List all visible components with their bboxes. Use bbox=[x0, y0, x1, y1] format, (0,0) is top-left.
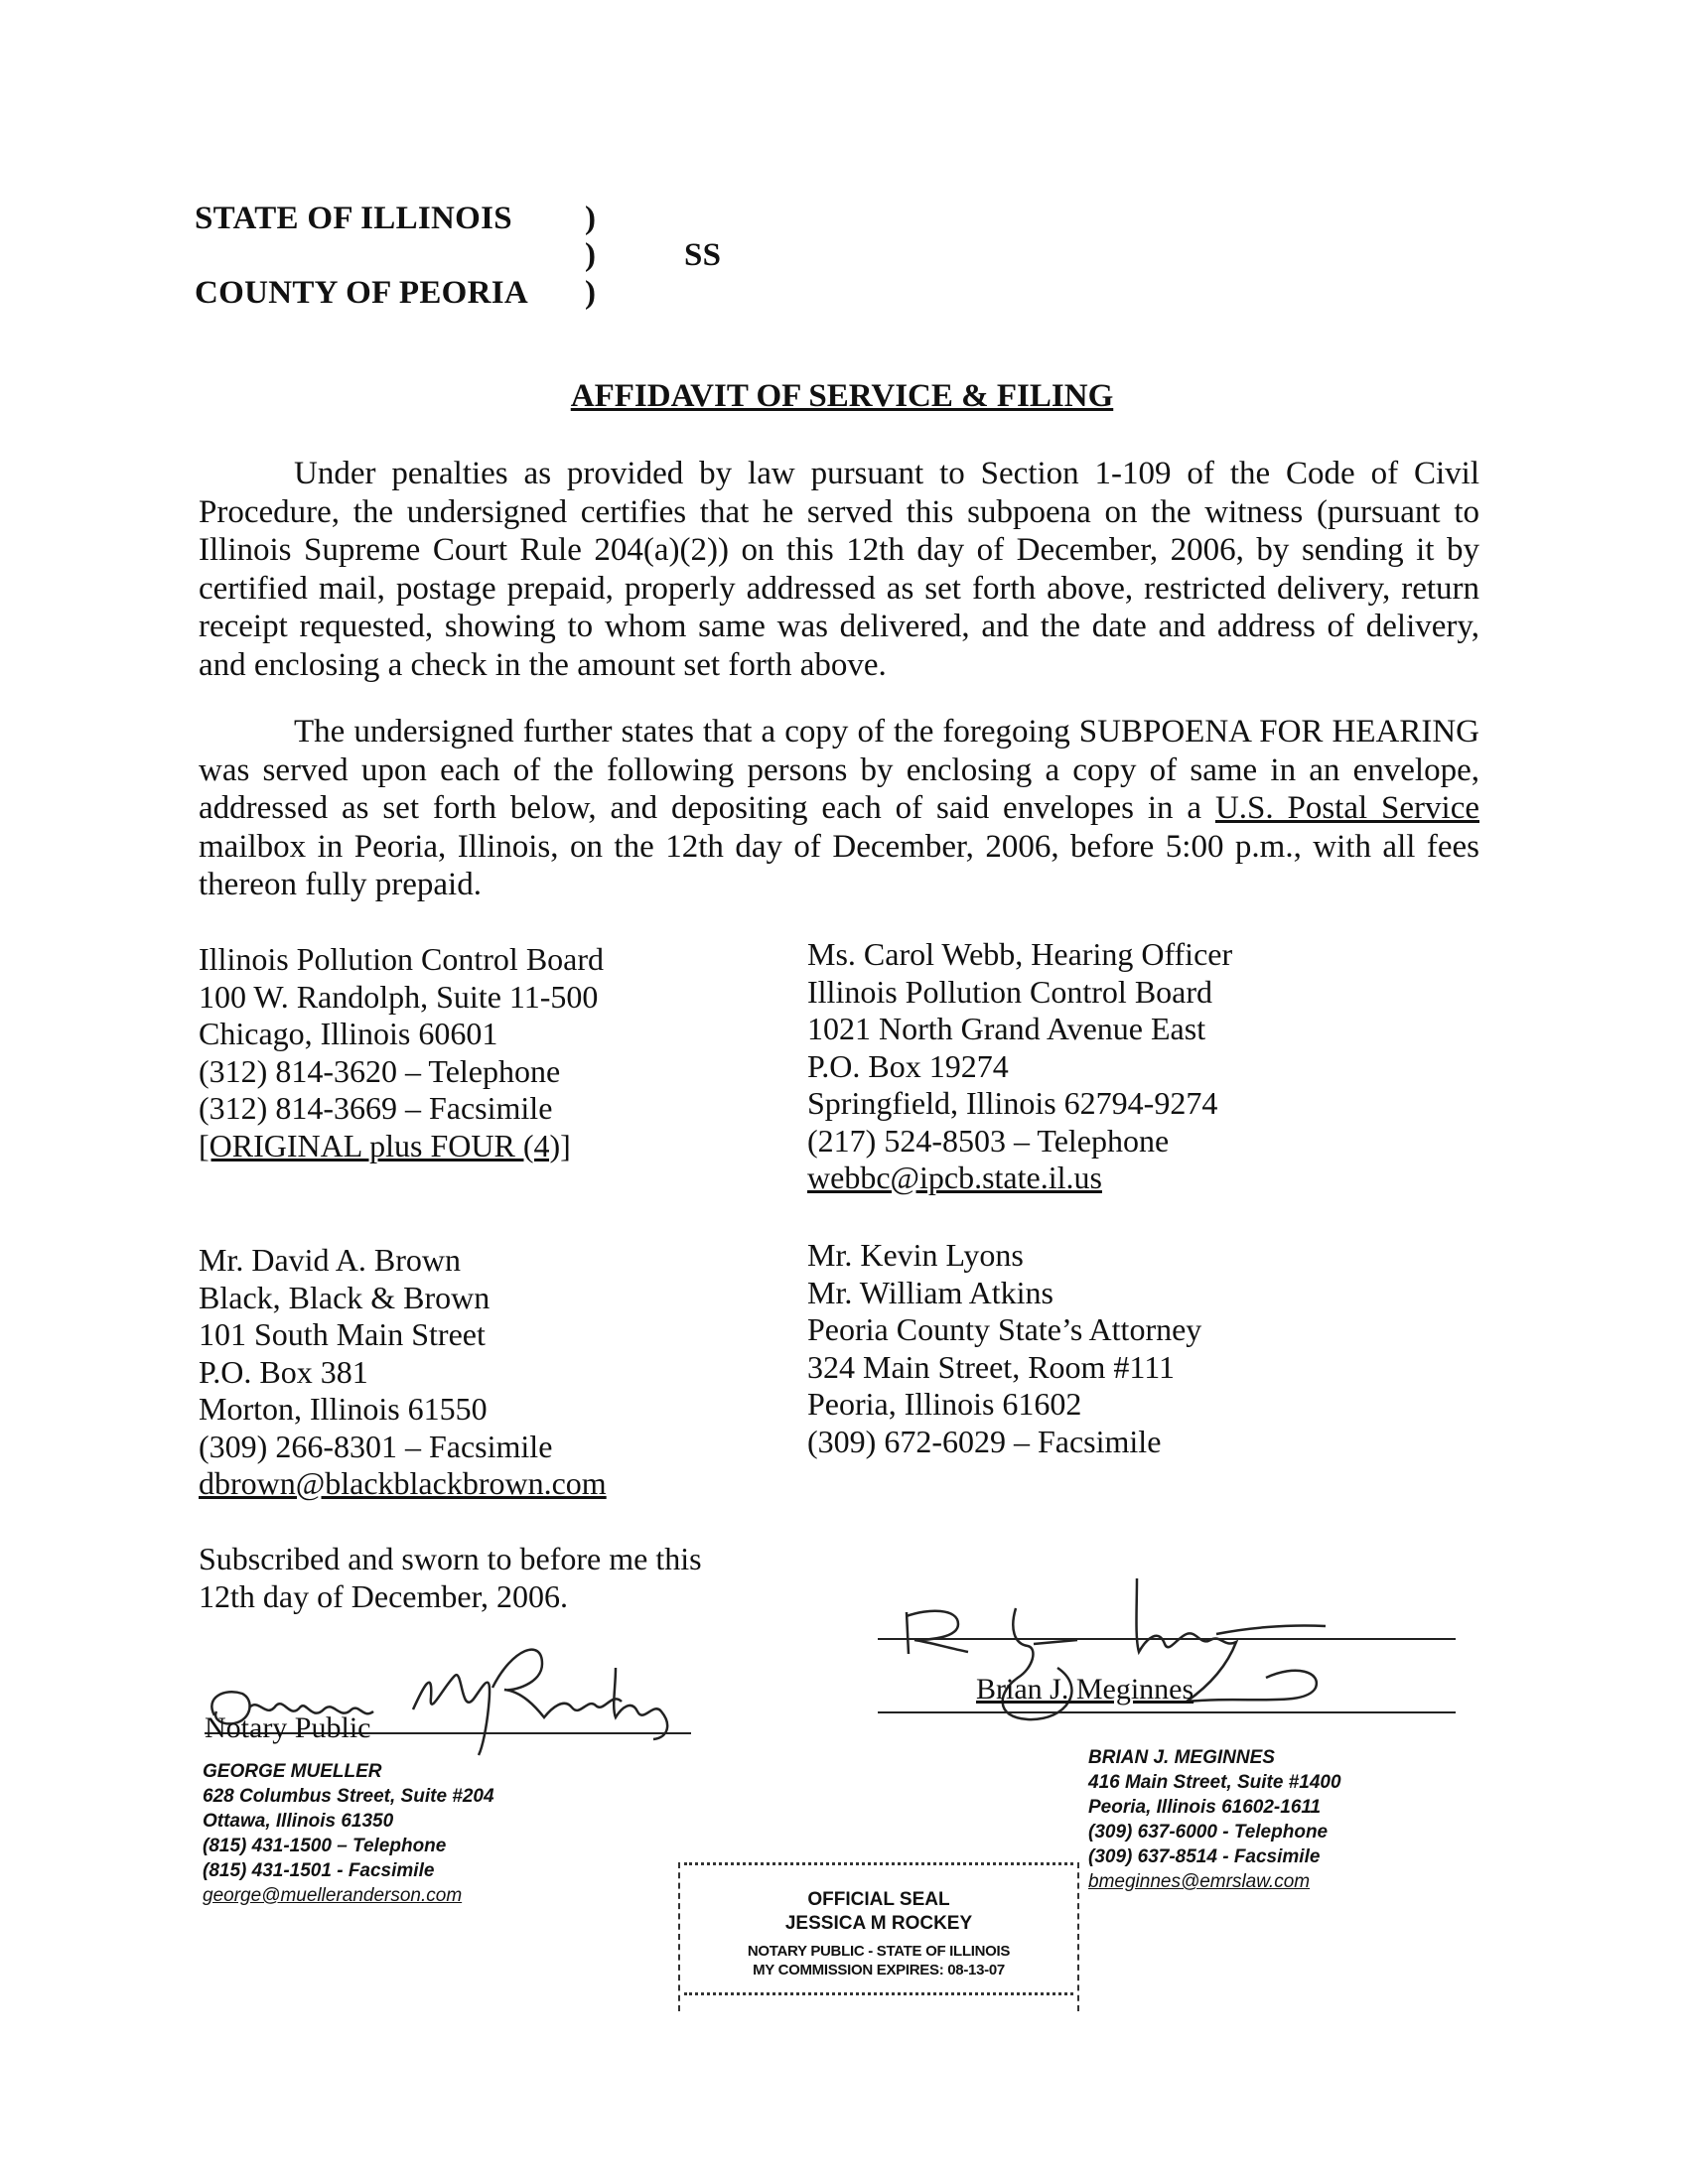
address-line: Ms. Carol Webb, Hearing Officer bbox=[807, 936, 1233, 972]
caption-ss: SS bbox=[684, 237, 722, 273]
address-line: (312) 814-3669 – Facsimile bbox=[199, 1090, 553, 1126]
address-line: Black, Black & Brown bbox=[199, 1279, 491, 1315]
address-line: (309) 266-8301 – Facsimile bbox=[199, 1428, 553, 1464]
signer-name: Brian J. Meginnes bbox=[976, 1673, 1194, 1706]
caption-county: COUNTY OF PEORIA bbox=[195, 275, 529, 311]
address-line: Mr. William Atkins bbox=[807, 1274, 1053, 1310]
email-link[interactable]: dbrown@blackblackbrown.com bbox=[199, 1465, 607, 1501]
seal-line-2: JESSICA M ROCKEY bbox=[784, 1913, 973, 1934]
address-line: P.O. Box 381 bbox=[199, 1353, 368, 1390]
address-line: (217) 524-8503 – Telephone bbox=[807, 1122, 1170, 1159]
address-line: Morton, Illinois 61550 bbox=[199, 1391, 488, 1427]
sworn-line-2: 12th day of December, 2006. bbox=[199, 1578, 568, 1614]
seal-line-4: MY COMMISSION EXPIRES: 08-13-07 bbox=[753, 1962, 1005, 1979]
address-line: 324 Main Street, Room #111 bbox=[807, 1348, 1176, 1385]
caption-paren-3: ) bbox=[585, 275, 597, 311]
address-carol-webb bbox=[807, 936, 1232, 1197]
address-line: Peoria, Illinois 61602 bbox=[807, 1386, 1082, 1422]
address-line: Illinois Pollution Control Board bbox=[807, 973, 1213, 1010]
paragraph-service bbox=[199, 455, 1479, 684]
address-line: Mr. Kevin Lyons bbox=[807, 1237, 1024, 1273]
address-pollution-board bbox=[199, 941, 604, 1164]
address-line: Mr. David A. Brown bbox=[199, 1242, 461, 1278]
paragraph-filing bbox=[199, 713, 1479, 904]
postal-service-underlined: U.S. Postal Service bbox=[1214, 790, 1479, 826]
mueller-line: (815) 431-1501 - Facsimile bbox=[203, 1860, 435, 1881]
caption-paren-1: ) bbox=[585, 201, 597, 236]
address-line: Illinois Pollution Control Board bbox=[199, 941, 605, 977]
meginnes-email[interactable]: bmeginnes@emrslaw.com bbox=[1088, 1871, 1311, 1892]
mueller-line: GEORGE MUELLER bbox=[203, 1761, 382, 1782]
filing-note: [ORIGINAL plus FOUR (4)] bbox=[199, 1127, 571, 1163]
signature-line-lower bbox=[878, 1711, 1456, 1713]
seal-border-top bbox=[684, 1862, 1073, 1875]
meginnes-line: BRIAN J. MEGINNES bbox=[1088, 1747, 1275, 1768]
caption-state: STATE OF ILLINOIS bbox=[195, 201, 512, 236]
mueller-line: Ottawa, Illinois 61350 bbox=[203, 1811, 394, 1832]
paragraph-filing-after: mailbox in Peoria, Illinois, on the 12th day of December, 2006, before 5:00 p.m., with all fees thereon fully prepaid. bbox=[199, 828, 1479, 902]
address-line: (309) 672-6029 – Facsimile bbox=[807, 1423, 1162, 1459]
meginnes-line: Peoria, Illinois 61602-1611 bbox=[1088, 1797, 1322, 1818]
address-line: Chicago, Illinois 60601 bbox=[199, 1016, 498, 1051]
seal-line-1: OFFICIAL SEAL bbox=[807, 1889, 950, 1910]
sworn-line-1: Subscribed and sworn to before me this bbox=[199, 1541, 702, 1576]
address-line: 101 South Main Street bbox=[199, 1316, 486, 1352]
document-title: AFFIDAVIT OF SERVICE & FILING bbox=[570, 378, 1114, 414]
address-line: (312) 814-3620 – Telephone bbox=[199, 1052, 561, 1089]
address-kevin-lyons bbox=[807, 1237, 1201, 1460]
mueller-email[interactable]: george@muelleranderson.com bbox=[203, 1885, 463, 1906]
official-seal-stamp bbox=[678, 1862, 1079, 2011]
sworn-statement bbox=[199, 1540, 702, 1615]
meginnes-line: 416 Main Street, Suite #1400 bbox=[1088, 1772, 1341, 1793]
address-line: Peoria County State’s Attorney bbox=[807, 1311, 1202, 1347]
mueller-line: (815) 431-1500 – Telephone bbox=[203, 1836, 447, 1856]
address-david-brown bbox=[199, 1242, 607, 1503]
meginnes-line: (309) 637-8514 - Facsimile bbox=[1088, 1846, 1321, 1867]
meginnes-line: (309) 637-6000 - Telephone bbox=[1088, 1822, 1329, 1843]
seal-line-3: NOTARY PUBLIC - STATE OF ILLINOIS bbox=[747, 1943, 1011, 1960]
signature-line-upper bbox=[878, 1638, 1456, 1640]
notary-public-label: Notary Public bbox=[205, 1711, 371, 1744]
paragraph-filing-before: The undersigned further states that a copy of the foregoing SUBPOENA FOR HEARING was served upon each of the following persons by enclosing a copy of same in an envelope, addressed as set forth below, and depositing each of said envelopes in a bbox=[199, 714, 1479, 826]
meginnes-block bbox=[1088, 1745, 1341, 1894]
caption-paren-2: ) bbox=[585, 237, 597, 273]
address-line: 1021 North Grand Avenue East bbox=[807, 1011, 1206, 1046]
paragraph-service-text: Under penalties as provided by law pursuant to Section 1-109 of the Code of Civil Procedure, the undersigned certifies that he served this subpoena on the witness (pursuant to Illinois Supreme Court Rule 204(a)(2)) on this 12th day of December, 2006, by sending it by certified mail, postage prepaid, properly addressed as set forth above, restricted delivery, return receipt requested, showing to whom same was delivered, and the date and address of delivery, and enclosing a check in the amount set forth above. bbox=[199, 456, 1479, 683]
email-link[interactable]: webbc@ipcb.state.il.us bbox=[807, 1160, 1102, 1195]
mueller-line: 628 Columbus Street, Suite #204 bbox=[203, 1786, 494, 1807]
address-line: 100 W. Randolph, Suite 11-500 bbox=[199, 978, 599, 1015]
mueller-block bbox=[203, 1759, 494, 1908]
address-line: P.O. Box 19274 bbox=[807, 1047, 1009, 1084]
address-line: Springfield, Illinois 62794-9274 bbox=[807, 1085, 1218, 1121]
seal-border-bottom bbox=[684, 1992, 1073, 2005]
